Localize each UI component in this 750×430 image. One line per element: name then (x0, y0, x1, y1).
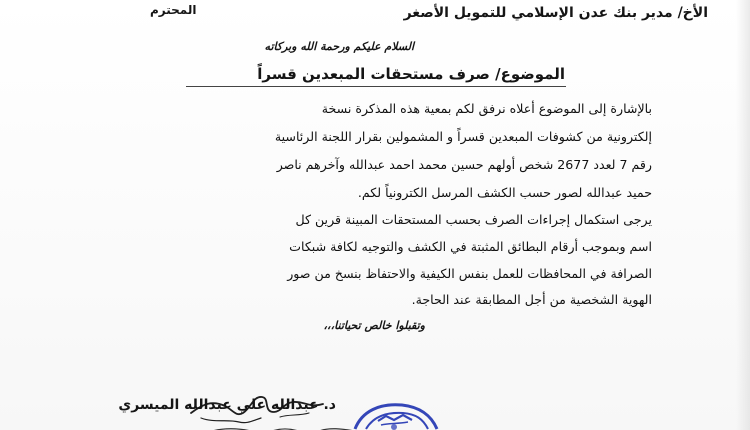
body-line: الصرافة في المحافظات للعمل بنفس الكيفية والاحتفاظ بنسخ من صور (287, 266, 652, 281)
signatory-name: د. عبدالله علي عبدالله الميسري (118, 397, 336, 413)
letter-closing: وتقبلوا خالص تحياتنا،،، (323, 319, 425, 332)
body-line: إلكترونية من كشوفات المبعدين قسراً و المشمولين بقرار اللجنة الرئاسية (274, 129, 652, 144)
cropped-title-strokes (202, 425, 368, 430)
body-line: بالإشارة إلى الموضوع أعلاه نرفق لكم بمعية هذه المذكرة نسخة (321, 101, 652, 116)
body-line: يرجى استكمال إجراءات الصرف بحسب المستحقات المبينة قرين كل (295, 212, 652, 227)
body-line: رقم 7 لعدد 2677 شخص أولهم حسين محمد احمد عبدالله وآخرهم ناصر (276, 157, 652, 172)
letter-subject: الموضوع/ صرف مستحقات المبعدين قسراً (257, 65, 565, 83)
body-line: الهوية الشخصية من أجل المطابقة عند الحاجة. (411, 292, 652, 307)
body-line: اسم وبموجب أرقام البطائق المثبتة في الكشف والتوجيه لكافة شبكات (289, 239, 652, 254)
signatory-title-fragment (202, 420, 368, 430)
paper-edge-shadow (736, 0, 750, 430)
subject-underline (186, 86, 566, 87)
letter-greeting: السلام عليكم ورحمة الله وبركاته (264, 40, 414, 53)
letter-addressee: الأخ/ مدير بنك عدن الإسلامي للتمويل الأصغر (403, 5, 708, 21)
body-line: حميد عبدالله لصور حسب الكشف المرسل الكترونياً لكم. (357, 185, 652, 200)
addressee-honorific: المحترم (150, 3, 197, 17)
